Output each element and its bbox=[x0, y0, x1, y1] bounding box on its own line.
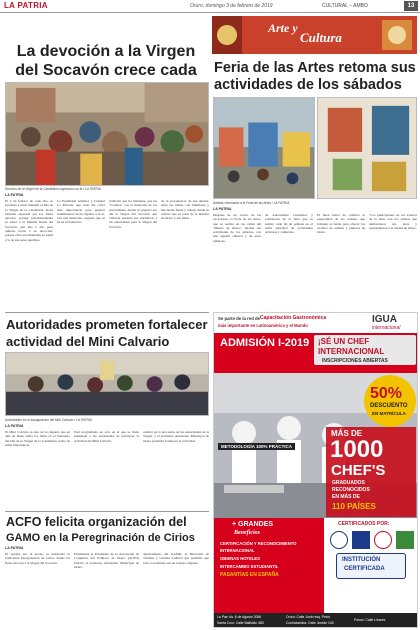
story1-column-4: de la procedencia de sus danzas, entre las tribus, con familiares y han hecho fiesta y trabajo desde su cultura que es parte de la historia de Oruro y sus fieles. bbox=[161, 199, 209, 221]
story1-column-2: La Festividad Artística y Cultural La Patrona, que cada día cobra más importancia para generar sentimientos de los ligados a la fe, con una intención, sagrada que se ha en el Santuario. bbox=[57, 199, 105, 225]
section-divider-2 bbox=[5, 511, 209, 512]
story3-headline-2: actividad del Mini Calvario bbox=[6, 334, 170, 349]
ad-footer-potosi: Potosí: Calle Linares bbox=[354, 618, 386, 622]
ad-certified-by: CERTIFICADOS POR: bbox=[338, 521, 390, 527]
cert-logo-icon bbox=[352, 531, 370, 549]
banner-title-cultura: Cultura bbox=[300, 30, 342, 45]
ad-benefit-5: PASANTÍAS EN ESPAÑA bbox=[220, 572, 279, 578]
ad-top-line-highlight: Capacitación Gastronómica bbox=[260, 315, 327, 321]
ad-institution-2: CERTIFICADA bbox=[344, 566, 385, 572]
story2-column-1: Después de un receso de las vacaciones, la Feria de las Artes, que se realiza en las calles del "Museo de Oruro", retoma sus actividades de los sábados, con una agenda cultural y de artes plásticas. bbox=[213, 213, 261, 243]
banner-title-arte: Arte y bbox=[268, 21, 298, 35]
story4-headline-2: GAMO en la Peregrinación de Cirios bbox=[6, 532, 195, 544]
ad-discount-percent: 50% bbox=[370, 385, 403, 402]
story2-column-2: de Autoridades Culturales y pobladores de la feria que se realiza cada fin de semana en el salón principal de actividades artísticas y culturales. bbox=[265, 213, 313, 235]
ad-graduates-2: RECONOCIDOS bbox=[332, 487, 370, 493]
ad-discount-word: DESCUENTO bbox=[370, 403, 408, 409]
story4-column-2: Finalmente el Presidente de la Asociación de Conjuntos del Folklore de Oruro (ACFO) felicitó al Gobierno Autónomo Municipal de Oruro. bbox=[74, 552, 139, 569]
ad-brand-sub: internacional bbox=[372, 325, 401, 331]
ad-footer-cochabamba: Cochabamba: Calle Jordán 140 bbox=[286, 621, 334, 625]
ad-discount-sub: EN MATRÍCULA bbox=[372, 411, 406, 416]
story4-column-3: departamento del GAMO, la Dirección de Turismo y Gestión Cultural que permitió que todo lo realizado sea un trabajo conjunto. bbox=[143, 552, 209, 565]
cert-emblem-icon bbox=[396, 531, 414, 549]
ad-admission-title: ADMISIÓN I-2019 bbox=[220, 337, 310, 349]
story3-kicker: LA PATRIA bbox=[5, 424, 24, 428]
story2-kicker: LA PATRIA bbox=[213, 207, 232, 211]
story2-headline-2: actividades de los sábados bbox=[214, 77, 402, 93]
ad-benefit-3: OBIENAS HOTELES bbox=[220, 556, 261, 561]
story2-column-4: "Los participantes en los eventos de la feria, son los artistas que demostraron sus artes y representaron a la ciudad de Oruro. bbox=[369, 213, 417, 230]
story1-headline-2: del Socavón crece cada bbox=[15, 62, 197, 79]
story2-headline-1: Feria de las Artes retoma sus bbox=[214, 60, 416, 76]
ad-inscriptions: INSCRIPCIONES ABIERTAS bbox=[322, 358, 388, 364]
ad-institution-1: INSTITUCIÓN bbox=[342, 557, 381, 563]
ad-benefits-title: + GRANDES bbox=[232, 521, 274, 528]
ad-footer-santacruz: Santa Cruz: Calle Ballivián 480 bbox=[217, 621, 264, 625]
newspaper-logo: LA PATRIA bbox=[4, 1, 48, 10]
ad-graduates-4: 110 PAÍSES bbox=[332, 502, 376, 511]
story3-column-1: El Mini Calvario es uno de los lugares que en días de fiesta visita los fieles en el Santuario del Día de la Virgen de la Candelaria, fecha de suma importancia. bbox=[5, 430, 70, 447]
section-name: CULTURAL – AMBO bbox=[322, 3, 368, 9]
story4-column-1: El viernes por la noche, se desarrolló la tradicional Peregrinación de Cirios, donde los fieles devotos a la Virgen del Socavón. bbox=[5, 552, 70, 565]
story3-column-2: Está programado un acto en el que se rinde homenaje a las autoridades de fortalecer la actividad del Mini Calvario. bbox=[74, 430, 139, 443]
ad-footer-lapaz: La Paz: Av. 6 de Agosto 2066 bbox=[217, 615, 262, 619]
story1-headline-1: La devoción a la Virgen bbox=[16, 43, 196, 60]
ad-mas-de: MÁS DE bbox=[331, 429, 363, 438]
story1-column-3: tradición que los mantiene, que las "Cosmos" con la intención de los Autoridades, donde se preparó ese día la Virgen del Socavón que vivieron anuncia sus iniciativas a las autoridades para la Virgen del Socavón. bbox=[109, 199, 157, 229]
story1-caption: Devotos de la Virgen de la Candelaria ingresaron su fe / LA PATRIA bbox=[5, 187, 101, 191]
cert-badge-icon bbox=[374, 531, 392, 549]
story2-photo-artwork bbox=[317, 97, 417, 199]
story2-column-3: El buen inicio ha cubierto la expectativa de los artistas, que trabajan en ferias para ofrecer los cuadros de artistas y pintores de Oruro. bbox=[317, 213, 365, 235]
ad-benefit-1: CERTIFICACIÓN Y RECONOCIMIENTO bbox=[220, 541, 297, 546]
ad-brand-logo: IGUA bbox=[372, 314, 397, 325]
ad-chef-line-1: ¡SÉ UN CHEF bbox=[318, 337, 370, 346]
story4-headline-1: ACFO felicita organización del bbox=[6, 515, 187, 529]
story3-column-3: celebró en la procesión de las Autoridades de la Virgen, y el Gobierno Autónomo Municipal de Oruro prometió fortalecer la actividad. bbox=[143, 430, 209, 443]
dateline: Oruro, domingo 3 de febrero de 2019 bbox=[190, 3, 273, 9]
story1-column-1: El 2 de febrero de cada año, se recuerda a nivel mundial el Día de la Virgen de la Candelaria, fecha bastante esperada por los fieles devotos, porque prioritariamente se adoró a la Mamita Reina del Socavón, que año a año pasa quinces horas a su devoción, porque ellos encomiendan su salud y la de sus seres queridos. bbox=[5, 199, 53, 242]
ad-methodology: METODOLOGÍA 100% PRÁCTICA bbox=[218, 443, 295, 450]
ad-benefits-sub: Beneficios bbox=[234, 530, 260, 536]
story3-photo-ceremony bbox=[5, 352, 209, 416]
story4-kicker: LA PATRIA bbox=[5, 546, 24, 550]
ad-benefit-2: INTERNACIONAL bbox=[220, 548, 255, 553]
ad-benefit-4: INTERCAMBIO ESTUDIANTIL bbox=[220, 564, 279, 569]
ad-top-line-1: Se parte de la red de bbox=[218, 316, 261, 321]
section-divider bbox=[5, 312, 209, 313]
story2-photo-fair bbox=[213, 97, 315, 199]
story1-kicker: LA PATRIA bbox=[5, 193, 24, 197]
ad-graduates-1: GRADUADOS bbox=[332, 480, 365, 486]
ad-top-line-2: más importante en Latinoamérica y el Mundo bbox=[218, 323, 308, 328]
ad-graduates-3: EN MÁS DE bbox=[332, 494, 360, 500]
story2-caption: Artistas retornaron a la Feria de las Artes / LA PATRIA bbox=[213, 201, 290, 205]
cert-seal-icon bbox=[330, 531, 348, 549]
ad-chefs-word: CHEF'S bbox=[331, 462, 386, 479]
story3-headline-1: Autoridades prometen fortalecer bbox=[6, 317, 208, 332]
ad-chef-line-2: INTERNACIONAL bbox=[318, 347, 385, 356]
igua-advertisement[interactable] bbox=[213, 312, 418, 628]
page-number: 13 bbox=[404, 1, 418, 11]
ad-chefs-number: 1000 bbox=[330, 436, 384, 463]
story3-caption: Autoridades en la inauguración del Mini Calvario / LA PATRIA bbox=[5, 418, 92, 422]
ad-footer-oruro: Oruro: Calle Junín esq. Petot bbox=[286, 615, 330, 619]
story1-photo-devotees bbox=[5, 82, 209, 186]
